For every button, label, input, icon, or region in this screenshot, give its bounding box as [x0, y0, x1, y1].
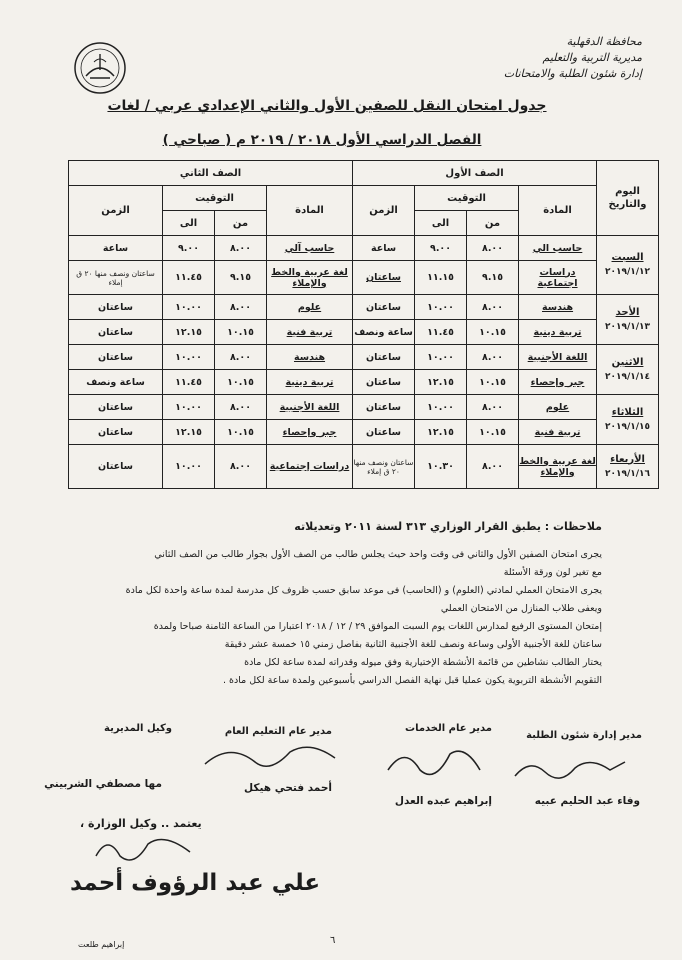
g1-duration: ساعتان	[353, 295, 415, 320]
g2-to: ١١.٤٥	[163, 370, 215, 395]
g1-duration: ساعتان	[353, 345, 415, 370]
exam-schedule-table	[68, 160, 659, 489]
g2-to: ١٢.١٥	[163, 320, 215, 345]
day-date-header: اليوم والتاريخ	[597, 161, 659, 236]
g1-to: ١٠.٣٠	[415, 445, 467, 489]
table-row	[69, 320, 659, 345]
table-row	[69, 261, 659, 295]
g1-to: ٩.٠٠	[415, 236, 467, 261]
g1-subject-header: المادة	[519, 186, 597, 236]
g1-to: ١٢.١٥	[415, 370, 467, 395]
g1-from: ٩.١٥	[467, 261, 519, 295]
page-subtitle: الفصل الدراسي الأول ٢٠١٨ / ٢٠١٩ م ( صباحي )	[162, 132, 482, 148]
header-line-directorate: مديرية التربية والتعليم	[542, 51, 642, 64]
day-cell: الأربعاء ٢٠١٩/١/١٦	[597, 445, 659, 489]
g2-to: ١١.٤٥	[163, 261, 215, 295]
g1-from: ٨.٠٠	[467, 295, 519, 320]
g2-to: ١٠.٠٠	[163, 445, 215, 489]
g2-to: ١٠.٠٠	[163, 395, 215, 420]
g2-duration: ساعة	[69, 236, 163, 261]
g1-duration: ساعتان	[353, 395, 415, 420]
g1-duration: ساعتان	[353, 370, 415, 395]
g1-duration: ساعتان	[353, 420, 415, 445]
note-item: مع تغير لون ورقة الأسئلة	[503, 567, 602, 578]
g1-from: ٨.٠٠	[467, 445, 519, 489]
g1-subject: علوم	[519, 395, 597, 420]
g1-from: ١٠.١٥	[467, 420, 519, 445]
day-cell: السبت ٢٠١٩/١/١٢	[597, 236, 659, 295]
day-cell: الأحد ٢٠١٩/١/١٣	[597, 295, 659, 345]
g2-subject: دراسات إجتماعية	[267, 445, 353, 489]
g1-subject: حاسب الي	[519, 236, 597, 261]
g2-from: ٨.٠٠	[215, 345, 267, 370]
table-row	[69, 345, 659, 370]
g1-subject: تربية فنية	[519, 420, 597, 445]
g1-duration: ساعتان ونصف منها ٢٠ ق إملاء	[353, 445, 415, 489]
page-title: جدول امتحان النقل للصفين الأول والثاني الإعدادي عربي / لغات	[107, 98, 547, 114]
notes-title: ملاحظات : يطبق القرار الوزاري ٣١٣ لسنة ٢٠١١ وتعديلاته	[294, 520, 602, 533]
g2-from: ١٠.١٥	[215, 420, 267, 445]
g2-duration: ساعتان ونصف منها ٢٠ ق إملاء	[69, 261, 163, 295]
g2-from: ٨.٠٠	[215, 445, 267, 489]
day-cell: الاثنين ٢٠١٩/١/١٤	[597, 345, 659, 395]
g1-from: ٨.٠٠	[467, 236, 519, 261]
note-item: يجرى امتحان الصفين الأول والثاني فى وقت واحد حيث يجلس طالب من الصف الأول بجوار طالب من الصف الثاني	[154, 549, 602, 560]
signature-scribble-icon	[200, 738, 340, 778]
g2-from: ٨.٠٠	[215, 295, 267, 320]
g2-subject: هندسة	[267, 345, 353, 370]
signature-name-services: إبراهيم عبده العدل	[394, 795, 492, 807]
signature-name-deputy-directorate: مها مصطفي الشربيني	[44, 778, 162, 790]
g2-from: ١٠.١٥	[215, 370, 267, 395]
g1-to-header: الى	[415, 211, 467, 236]
g2-subject: لغة عربية والخط والإملاء	[267, 261, 353, 295]
note-item: يختار الطالب نشاطين من قائمة الأنشطة الإختيارية وفق ميوله وقدراته لمدة ساعة لكل مادة	[244, 657, 602, 668]
g1-subject: دراسات اجتماعية	[519, 261, 597, 295]
g2-timing-header: التوقيت	[163, 186, 267, 211]
g2-duration: ساعتان	[69, 320, 163, 345]
signature-scribble-icon	[380, 740, 490, 788]
note-item: إمتحان المستوى الرفيع لمدارس اللغات يوم السبت الموافق ٢٩ / ١٢ / ٢٠١٨ اعتبارا من الساعة الثامنة صباحا ولمدة	[153, 621, 602, 632]
g2-subject: حاسب آلي	[267, 236, 353, 261]
g2-subject: علوم	[267, 295, 353, 320]
g1-from: ٨.٠٠	[467, 395, 519, 420]
signature-title-services: مدير عام الخدمات	[405, 723, 492, 734]
signature-title-students-affairs: مدير إدارة شئون الطلبة	[526, 730, 642, 741]
g2-from: ٨.٠٠	[215, 236, 267, 261]
page-number: ٦	[330, 935, 336, 946]
header-line-administration: إدارة شئون الطلبة والامتحانات	[503, 67, 642, 80]
g1-to: ١٠.٠٠	[415, 295, 467, 320]
g1-subject: تربية دينية	[519, 320, 597, 345]
g2-subject: جبر وإحصاء	[267, 420, 353, 445]
notes-list	[42, 548, 602, 692]
minister-deputy-name: علي عبد الرؤوف أحمد	[70, 870, 321, 896]
approval-label: يعتمد .. وكيل الوزارة ،	[80, 817, 202, 830]
day-cell: الثلاثاء ٢٠١٩/١/١٥	[597, 395, 659, 445]
header-line-governorate: محافظة الدقهلية	[566, 35, 642, 48]
g1-from: ١٠.١٥	[467, 320, 519, 345]
g1-subject: اللغة الأجنبية	[519, 345, 597, 370]
g2-duration: ساعتان	[69, 395, 163, 420]
table-row	[69, 236, 659, 261]
g1-to: ١١.٤٥	[415, 320, 467, 345]
g1-from-header: من	[467, 211, 519, 236]
g2-to: ١٢.١٥	[163, 420, 215, 445]
signature-title-general-education: مدير عام التعليم العام	[224, 726, 332, 737]
g1-subject: هندسة	[519, 295, 597, 320]
g2-duration: ساعتان	[69, 420, 163, 445]
signature-scribble-icon	[510, 748, 630, 784]
table-row	[69, 420, 659, 445]
g1-subject: جبر وإحصاء	[519, 370, 597, 395]
g2-to: ٩.٠٠	[163, 236, 215, 261]
g1-duration: ساعة ونصف	[353, 320, 415, 345]
g1-to: ١٢.١٥	[415, 420, 467, 445]
g2-from-header: من	[215, 211, 267, 236]
grade1-header: الصف الأول	[353, 161, 597, 186]
ministry-logo-icon	[72, 40, 128, 96]
g2-duration: ساعتان	[69, 345, 163, 370]
g1-duration: ساعة	[353, 236, 415, 261]
minister-signature-scribble-icon	[90, 828, 200, 868]
g2-duration: ساعتان	[69, 445, 163, 489]
signature-name-general-education: أحمد فتحي هيكل	[244, 782, 332, 794]
g2-subject: تربية دينية	[267, 370, 353, 395]
g1-to: ١٠.٠٠	[415, 395, 467, 420]
table-row	[69, 370, 659, 395]
g1-duration-header: الزمن	[353, 186, 415, 236]
g2-duration: ساعتان	[69, 295, 163, 320]
g2-from: ٩.١٥	[215, 261, 267, 295]
g2-subject: اللغة الأجنبية	[267, 395, 353, 420]
note-item: ساعتان للغة الأجنبية الأولى وساعة ونصف للغة الأجنبية الثانية بفاصل زمني ١٥ خمسة عشر دقيقة	[224, 639, 602, 650]
g1-from: ١٠.١٥	[467, 370, 519, 395]
table-row	[69, 295, 659, 320]
g1-duration: ساعتان	[353, 261, 415, 295]
g2-from: ١٠.١٥	[215, 320, 267, 345]
header-block	[442, 34, 642, 82]
table-row	[69, 445, 659, 489]
g2-to: ١٠.٠٠	[163, 345, 215, 370]
g2-duration: ساعة ونصف	[69, 370, 163, 395]
g2-subject-header: المادة	[267, 186, 353, 236]
table-row	[69, 395, 659, 420]
g2-duration-header: الزمن	[69, 186, 163, 236]
g1-subject: لغة عربية والخط والإملاء	[519, 445, 597, 489]
g1-timing-header: التوقيت	[415, 186, 519, 211]
signature-name-students-affairs: وفاء عبد الحليم عبيه	[534, 795, 640, 807]
g2-to: ١٠.٠٠	[163, 295, 215, 320]
g1-to: ١١.١٥	[415, 261, 467, 295]
note-item: يجرى الامتحان العملي لمادتي (العلوم) و (الحاسب) فى موعد سابق حسب ظروف كل مدرسة لمدة ساعة واحدة لكل مادة	[125, 585, 602, 596]
g2-from: ٨.٠٠	[215, 395, 267, 420]
g2-to-header: الى	[163, 211, 215, 236]
note-item: ويعفى طلاب المنازل من الامتحان العملي	[440, 603, 602, 614]
g1-to: ١٠.٠٠	[415, 345, 467, 370]
footer-name: إبراهيم طلعت	[78, 940, 125, 949]
grade2-header: الصف الثاني	[69, 161, 353, 186]
g1-from: ٨.٠٠	[467, 345, 519, 370]
g2-subject: تربية فنية	[267, 320, 353, 345]
signature-title-deputy-directorate: وكيل المديرية	[104, 723, 172, 734]
note-item: التقويم الأنشطة التربوية يكون عمليا قبل نهاية الفصل الدراسي بأسبوعين ولمدة ساعة لكل مادة .	[223, 675, 602, 686]
